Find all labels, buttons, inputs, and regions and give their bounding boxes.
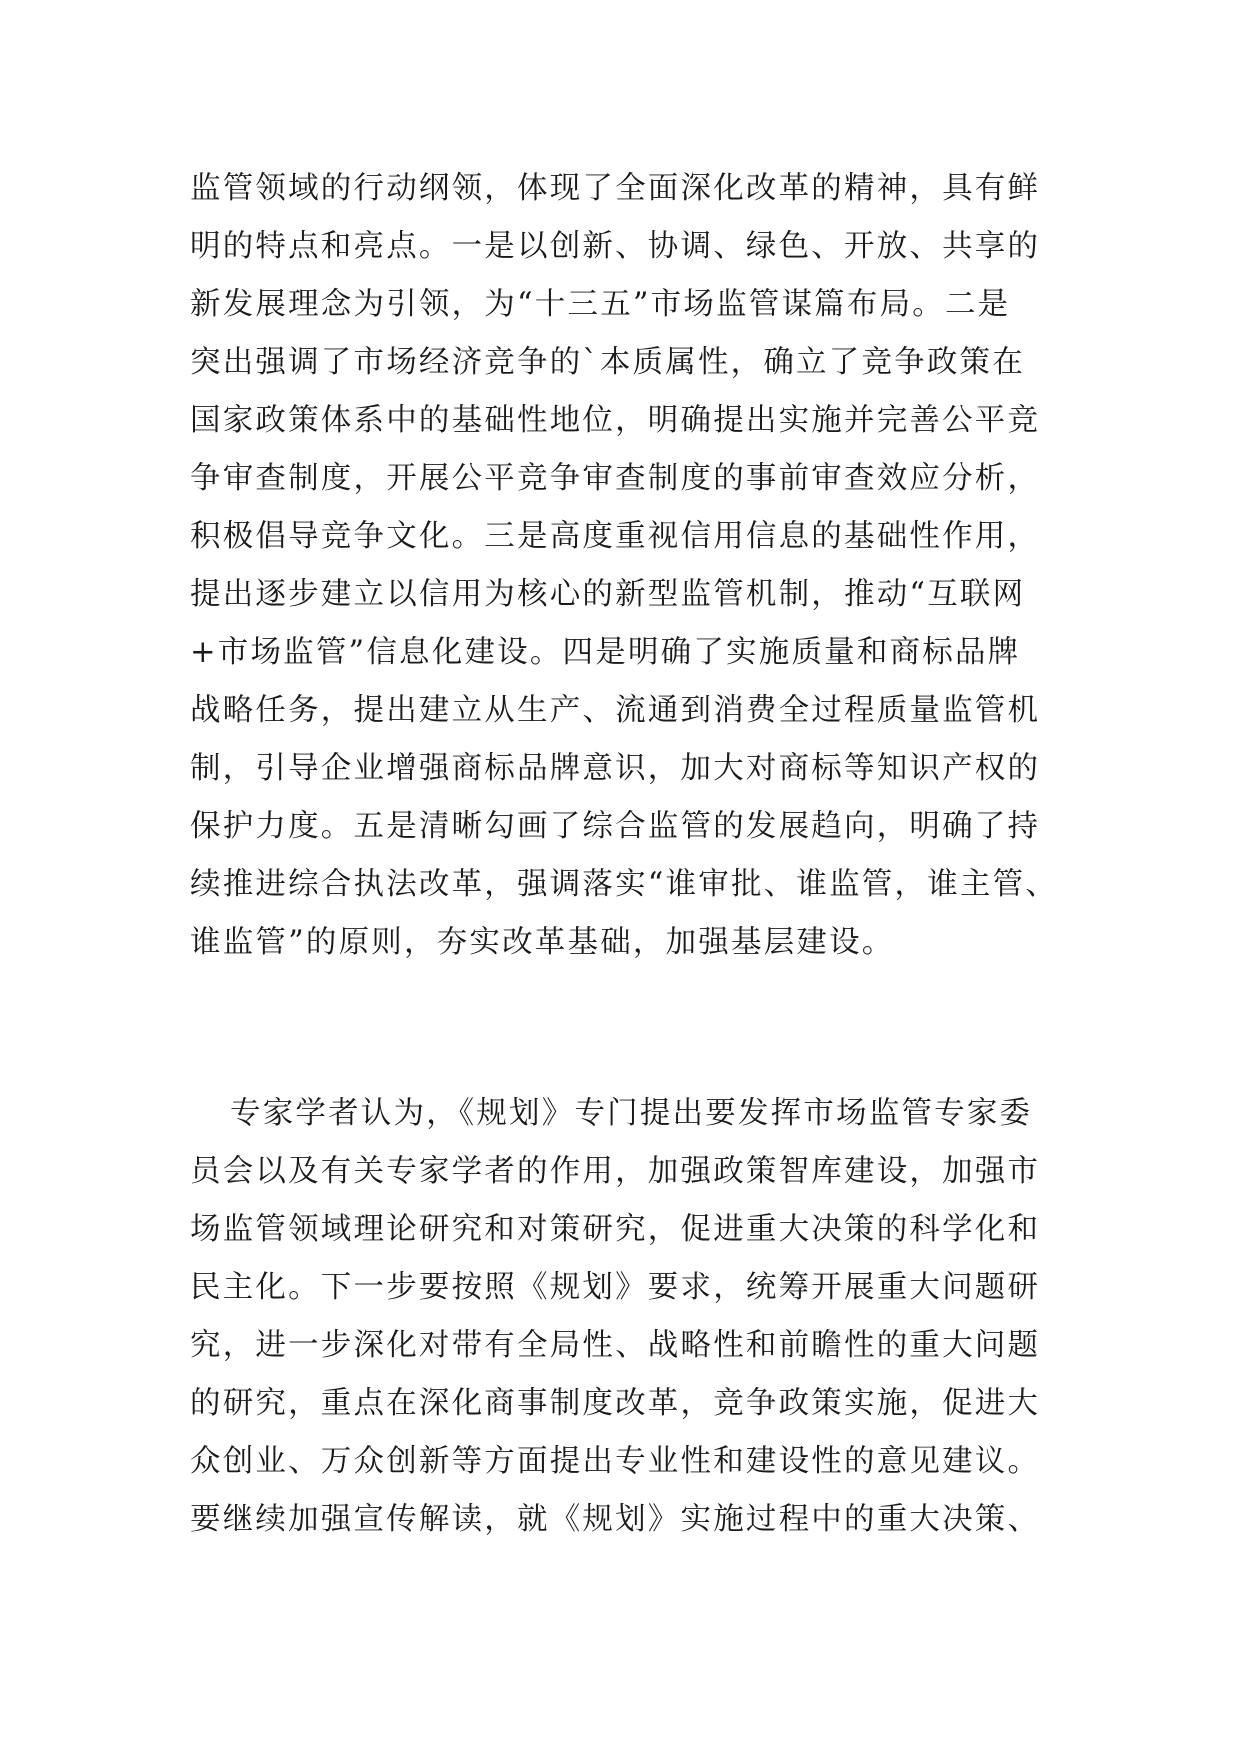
text-line: 场监管领域理论研究和对策研究，促进重大决策的科学化和 xyxy=(190,1212,1041,1247)
text-line: 突出强调了市场经济竞争的`本质属性，确立了竞争政策在 xyxy=(190,345,1025,380)
paragraph-1 xyxy=(190,160,1070,972)
text-line: 谁监管”的原则，夯实改革基础，加强基层建设。 xyxy=(190,925,895,960)
text-line: 战略任务，提出建立从生产、流通到消费全过程质量监管机 xyxy=(190,693,1041,728)
text-line: 积极倡导竞争文化。三是高度重视信用信息的基础性作用， xyxy=(190,519,1041,554)
text-line: 国家政策体系中的基础性地位，明确提出实施并完善公平竞 xyxy=(190,403,1041,438)
text-line: +市场监管”信息化建设。四是明确了实施质量和商标品牌 xyxy=(190,635,1021,670)
text-line: 明的特点和亮点。一是以创新、协调、绿色、开放、共享的 xyxy=(190,229,1041,264)
text-line: 续推进综合执法改革，强调落实“谁审批、谁监管，谁主管、 xyxy=(190,867,1058,902)
text-line: 要继续加强宣传解读，就《规划》实施过程中的重大决策、 xyxy=(190,1502,1041,1537)
text-line: 究，进一步深化对带有全局性、战略性和前瞻性的重大问题 xyxy=(190,1328,1041,1363)
text-line: 专家学者认为，《规划》专门提出要发挥市场监管专家委 xyxy=(230,1096,1033,1131)
text-line: 监管领域的行动纲领，体现了全面深化改革的精神，具有鲜 xyxy=(190,171,1041,206)
text-line: 提出逐步建立以信用为核心的新型监管机制，推动“互联网 xyxy=(190,577,1026,612)
text-line: 众创业、万众创新等方面提出专业性和建设性的意见建议。 xyxy=(190,1444,1041,1479)
text-line: 新发展理念为引领，为“十三五”市场监管谋篇布局。二是 xyxy=(190,287,1011,322)
text-line: 员会以及有关专家学者的作用，加强政策智库建设，加强市 xyxy=(190,1154,1041,1189)
text-line: 争审查制度，开展公平竞争审查制度的事前审查效应分析， xyxy=(190,461,1041,496)
text-line: 民主化。下一步要按照《规划》要求，统筹开展重大问题研 xyxy=(190,1270,1041,1305)
text-line: 制，引导企业增强商标品牌意识，加大对商标等知识产权的 xyxy=(190,751,1041,786)
text-line: 保护力度。五是清晰勾画了综合监管的发展趋向，明确了持 xyxy=(190,809,1041,844)
paragraph-2 xyxy=(190,1085,1070,1549)
text-line: 的研究，重点在深化商事制度改革，竞争政策实施，促进大 xyxy=(190,1386,1041,1421)
